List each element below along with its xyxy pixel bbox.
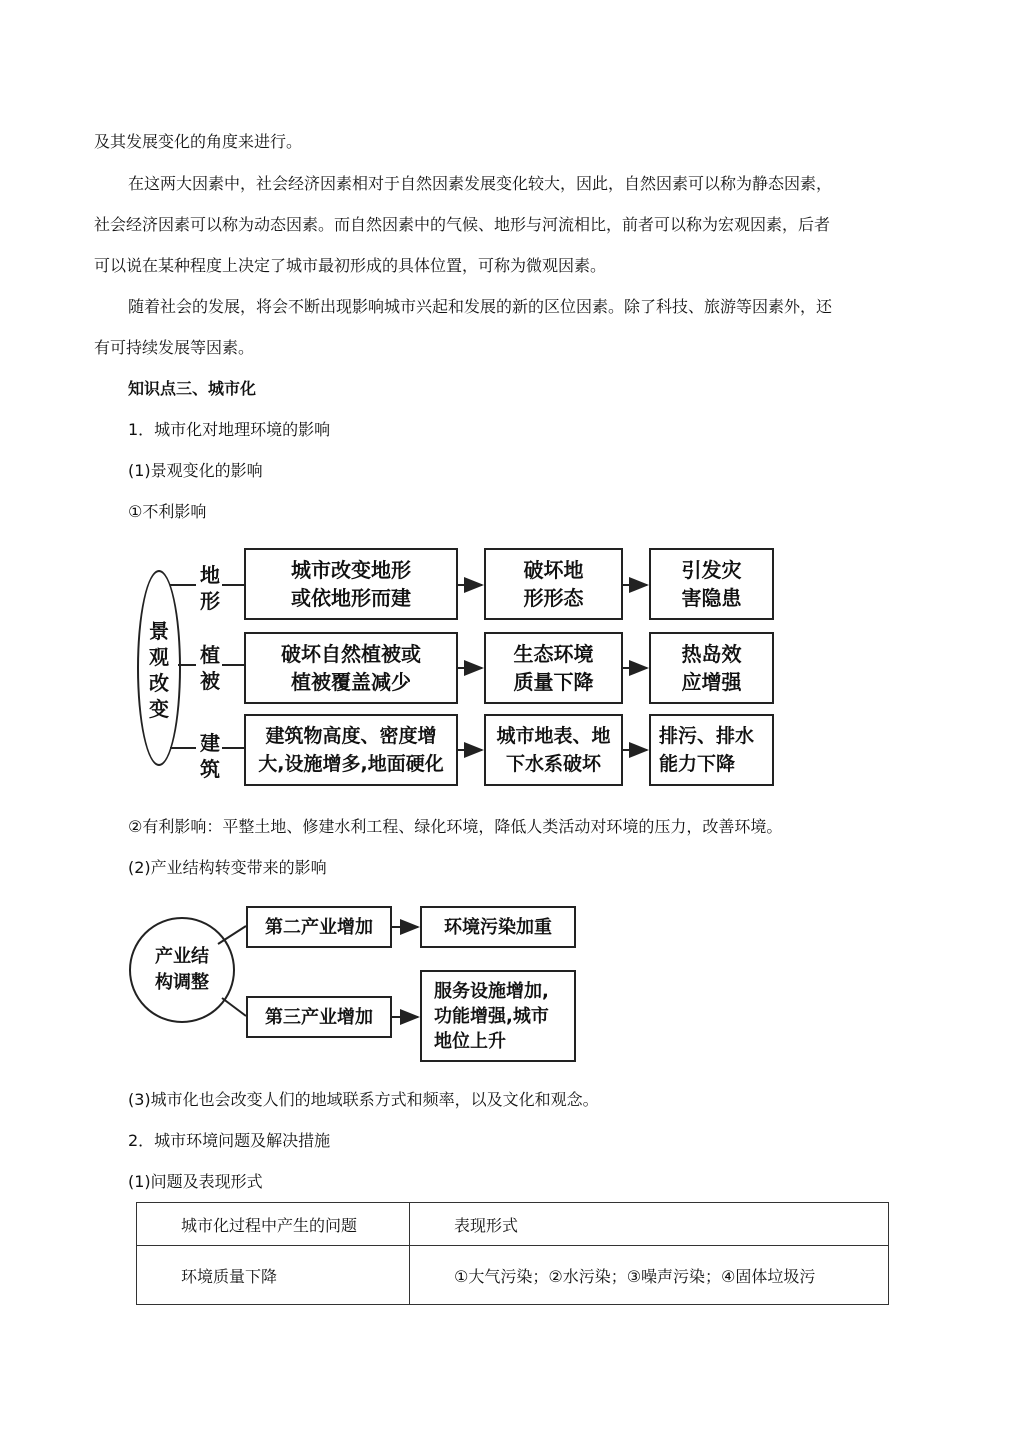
heading-1-3: (3)城市化也会改变人们的地域联系方式和频率，以及文化和观念。 [128, 1090, 599, 1109]
problems-table [136, 1202, 889, 1305]
paragraph-line: 社会经济因素可以称为动态因素。而自然因素中的气候、地形与河流相比，前者可以称为宏观因素，后者 [94, 215, 831, 234]
paragraph-line: 有可持续发展等因素。 [94, 338, 255, 357]
pollution-box: 环境污染加重 [420, 906, 576, 948]
terrain-box-3: 引发灾 害隐患 [649, 548, 774, 620]
row-label-building: 建 筑 [200, 731, 220, 781]
building-box-1: 建筑物高度、密度增 大,设施增多,地面硬化 [244, 714, 458, 786]
row-label-terrain: 地 形 [200, 563, 220, 613]
terrain-box-1: 城市改变地形 或依地形而建 [244, 548, 458, 620]
tertiary-industry-box: 第三产业增加 [246, 996, 392, 1038]
vegetation-box-2: 生态环境 质量下降 [484, 632, 623, 704]
heading-2: 2．城市环境问题及解决措施 [128, 1131, 331, 1150]
table-row [137, 1246, 889, 1305]
table-header-row [137, 1203, 889, 1246]
table-header-cell: 表现形式 [410, 1203, 889, 1246]
table-cell: ①大气污染；②水污染；③噪声污染；④固体垃圾污 [410, 1246, 889, 1305]
vegetation-box-1: 破坏自然植被或 植被覆盖减少 [244, 632, 458, 704]
building-box-3: 排污、排水 能力下降 [649, 714, 774, 786]
building-box-2: 城市地表、地 下水系破坏 [484, 714, 623, 786]
paragraph-line: 在这两大因素中，社会经济因素相对于自然因素发展变化较大，因此，自然因素可以称为静态因素， [128, 174, 833, 193]
positive-impact: ②有利影响：平整土地、修建水利工程、绿化环境，降低人类活动对环境的压力，改善环境。 [128, 817, 783, 836]
paragraph-line: 可以说在某种程度上决定了城市最初形成的具体位置，可称为微观因素。 [94, 256, 607, 275]
heading-negative-impact: ①不利影响 [128, 502, 207, 521]
secondary-industry-box: 第二产业增加 [246, 906, 392, 948]
heading-1-1: (1)景观变化的影响 [128, 461, 263, 480]
industry-center-label: 产业结 构调整 [155, 946, 209, 993]
heading-2-1: (1)问题及表现形式 [128, 1172, 263, 1191]
section-title: 知识点三、城市化 [128, 379, 257, 398]
heading-1-2: (2)产业结构转变带来的影响 [128, 858, 327, 877]
services-box: 服务设施增加, 功能增强,城市 地位上升 [420, 970, 576, 1062]
paragraph-line: 及其发展变化的角度来进行。 [94, 132, 303, 151]
center-label: 景 观 改 变 [149, 619, 169, 721]
heading-1: 1．城市化对地理环境的影响 [128, 420, 331, 439]
terrain-box-2: 破坏地 形形态 [484, 548, 623, 620]
table-header-cell: 城市化过程中产生的问题 [137, 1203, 410, 1246]
table-cell: 环境质量下降 [137, 1246, 410, 1305]
paragraph-line: 随着社会的发展，将会不断出现影响城市兴起和发展的新的区位因素。除了科技、旅游等因素外，还 [128, 297, 833, 316]
vegetation-box-3: 热岛效 应增强 [649, 632, 774, 704]
row-label-vegetation: 植 被 [200, 643, 220, 693]
